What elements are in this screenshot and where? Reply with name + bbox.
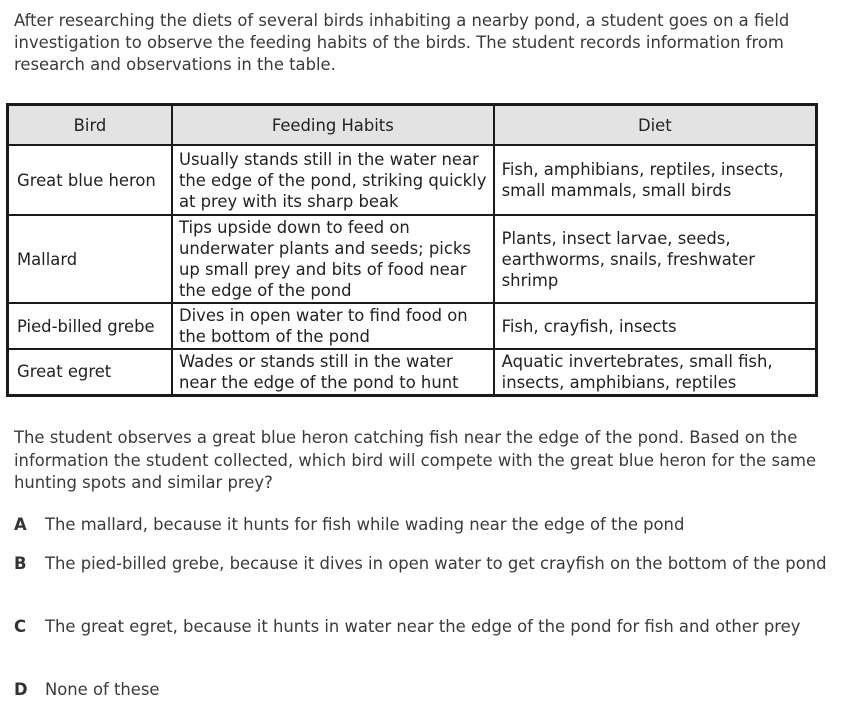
bird-name-cell: Great blue heron: [8, 145, 172, 215]
feeding-habits-cell: Tips upside down to feed on underwater plants and seeds; picks up small prey and bits of food near the edge of the pond: [172, 215, 494, 303]
feeding-habits-cell: Wades or stands still in the water near the edge of the pond to hunt: [172, 349, 494, 395]
bird-name-cell: Pied-billed grebe: [8, 303, 172, 349]
header-feeding-habits: Feeding Habits: [172, 105, 494, 146]
answer-option-c[interactable]: [14, 615, 840, 639]
answer-option-b[interactable]: [14, 552, 840, 576]
option-letter: D: [14, 680, 28, 699]
table-row: [8, 303, 817, 349]
bird-feeding-table: [6, 103, 818, 397]
diet-cell: Plants, insect larvae, seeds, earthworms, snails, freshwater shrimp: [494, 215, 817, 303]
table-row: [8, 215, 817, 303]
table-row: [8, 145, 817, 215]
bird-name-cell: Mallard: [8, 215, 172, 303]
option-text: The mallard, because it hunts for fish while wading near the edge of the pond: [45, 515, 685, 534]
option-letter: C: [14, 617, 27, 636]
option-text: The pied-billed grebe, because it dives in open water to get crayfish on the bottom of the pond: [45, 554, 827, 573]
option-letter: B: [14, 554, 27, 573]
option-letter: A: [14, 515, 27, 534]
feeding-habits-cell: Usually stands still in the water near the edge of the pond, striking quickly at prey with its sharp beak: [172, 145, 494, 215]
option-text: None of these: [45, 680, 160, 699]
option-text: The great egret, because it hunts in water near the edge of the pond for fish and other prey: [45, 617, 801, 636]
answer-option-a[interactable]: [14, 513, 840, 537]
table-row: [8, 349, 817, 395]
diet-cell: Fish, amphibians, reptiles, insects, small mammals, small birds: [494, 145, 817, 215]
header-diet: Diet: [494, 105, 817, 146]
diet-cell: Aquatic invertebrates, small fish, insects, amphibians, reptiles: [494, 349, 817, 395]
answer-option-d[interactable]: [14, 678, 840, 702]
feeding-habits-cell: Dives in open water to find food on the bottom of the pond: [172, 303, 494, 349]
diet-cell: Fish, crayfish, insects: [494, 303, 817, 349]
table-header-row: [8, 105, 817, 146]
question-text: The student observes a great blue heron catching fish near the edge of the pond. Based on the information the student collected, which bird will compete with the great blue heron for the same hunting spots and similar prey?: [14, 428, 817, 492]
bird-name-cell: Great egret: [8, 349, 172, 395]
header-bird: Bird: [8, 105, 172, 146]
intro-paragraph: After researching the diets of several birds inhabiting a nearby pond, a student goes on a field investigation to observe the feeding habits of the birds. The student records information from research and observations in the table.: [14, 11, 790, 74]
